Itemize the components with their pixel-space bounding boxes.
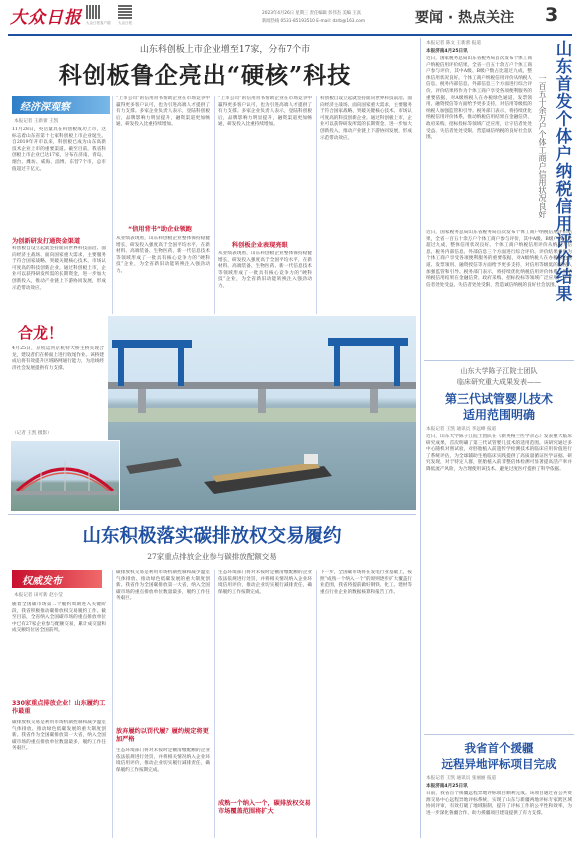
section-title: 要闻 · 热点关注	[415, 10, 515, 26]
article-body: 从业绩表现看，山东科创板企业整体保持稳健增长，研发投入强度高于全国平均水平，在新材料、高端装备、生物医药、新一代信息技术等领域形成了一批具有核心竞争力的“硬科技”企业，为全省新旧动能转换注入强劲动力。	[218, 251, 312, 289]
article-body: “上市公司”的信用背书帮助企业在市场竞争中赢得更多客户认可，也为引进高端人才提供了有力支撑。多家企业负责人表示，登陆科创板后，品牌影响力明显提升，融资渠道更加畅通，研发投入比重持续增加。	[116, 96, 210, 128]
article-kicker: 山东科创板上市企业增至17家，分布7个市	[139, 45, 311, 55]
article-body: 日前，我省首个援疆远程异地评标项目顺利完成。该项目通过省公共资源交易中心远程异地评标系统，实现了山东与新疆两地评标专家跨区域协同评审，有效打破了地域限制，提升了评标工作的公平性和效率，为进一步深化鲁疆合作、助力援疆项目建设提供了有力支撑。	[426, 791, 572, 816]
article-subhead: 科创板企业表现亮眼	[232, 242, 288, 249]
article-lead: 随着全国碳市场第二个履约周期进入关键阶段，我省积极推动碳排放权交易履约工作。截至目前，全省纳入全国碳市场的重点排放单位中已有27家企业参与配额交易，累计成交量和成交额均位居全国前列。	[12, 602, 106, 634]
article-body: 科创板自设立起就坚持面向世界科技前沿、面向经济主战场、面向国家重大需求，主要服务于符合国家战略、突破关键核心技术、市场认可度高的科技创新企业。通过科创板上市，企业可以获得研发所需的长期资金，进一步加大创新投入，推动产业链上下游协同发展，形成示范带动效应。	[12, 246, 106, 291]
logo-tag: 大众日报客户端	[86, 21, 111, 25]
article-headline: 山东积极落实碳排放权交易履约	[82, 526, 342, 547]
column-tag: 权威发布	[22, 576, 62, 587]
article-body: 科创板自设立起就坚持面向世界科技前沿、面向经济主战场、面向国家重大需求，主要服务于符合国家战略、突破关键核心技术、市场认可度高的科技创新企业。通过科创板上市，企业可以获得研发所需的长期资金，进一步加大创新投入，推动产业链上下游协同发展，形成示范带动效应。	[320, 96, 412, 141]
section-divider	[424, 360, 574, 361]
masthead-rule	[8, 34, 572, 36]
article-subhead: 成熟一个纳入一个，碳排放权交易市场覆盖范围将扩大	[218, 800, 311, 815]
article-byline: 本报记者 王凯 通讯员 李远峰 报道	[426, 427, 497, 432]
article-kicker: 山东大学陈子江院士团队	[460, 367, 538, 375]
qr-code-icon	[118, 5, 132, 19]
page-number: 3	[545, 4, 559, 26]
column-divider	[112, 570, 113, 838]
bridge-illustration	[108, 316, 416, 510]
qr-code-icon	[86, 5, 100, 19]
article-headline: 第三代试管婴儿技术	[444, 392, 553, 406]
article-kicker: 临床研究重大成果发表——	[457, 378, 541, 386]
column-divider	[316, 96, 317, 314]
article-body: “上市公司”的信用背书帮助企业在市场竞争中赢得更多客户认可，也为引进高端人才提供了有力支撑。多家企业负责人表示，登陆科创板后，品牌影响力明显提升，融资渠道更加畅通，研发投入比重持续增加。	[218, 96, 312, 128]
contact-line: 新闻热线 0531-85193510 E-mail: dzrb@163.com	[262, 19, 366, 24]
rail-divider	[420, 38, 421, 838]
article-headline: 科创板鲁企亮出“硬核”科技	[58, 62, 352, 89]
article-body: 近日，山东大学陈子江院士团队在《新英格兰医学杂志》发表重大临床研究成果，首次明确了第三代试管婴儿技术的适用范围。该研究通过多中心随机对照试验，对胚胎植入前遗传学检测技术的临床应用价值进行了系统评估，为全球辅助生殖临床实践提供了高质量循证医学证据。研究发现，对于特定人群，胚胎植入前非整倍体检测可显著提高活产率并降低流产风险，为合理使用该技术、避免过度医疗提供了科学依据。	[426, 434, 572, 472]
section-divider	[8, 514, 416, 515]
article-dateline: 本报济南4月25日讯	[426, 784, 468, 789]
photo-credit: （记者 王凯 摄影）	[12, 431, 52, 436]
masthead	[0, 0, 580, 36]
article-body: 碳排放权交易是利用市场机制控制和减少温室气体排放、推动绿色低碳发展的重大制度创新。我省作为全国碳排放第一大省，纳入全国碳市场的重点排放单位数量最多，履约工作任务艰巨。	[12, 720, 106, 752]
article-body: 近日，国家税务总局山东省税务局首次发布个体工商户纳税信用评价结果，全省一百五十余万户个体工商户参与评价，其中A级、B级户数占比超过九成，整体信用状况良好。个体工商户纳税信用评价从纳税人信息、税务内部信息、外部信息三个方面进行综合评价。评价结果将作为个体工商户享受各项便利服务的重要依据，对A级纳税人在办税绿色通道、发票领用、融资授信等方面给予更多支持，对信用等级低的纳税人加强监管和引导。税务部门表示，将持续优化纳税信用评价体系，推动纳税信用结果在金融信贷、政府采购、招标投标等领域广泛应用，让守信者处处受益、失信者处处受限，营造诚信纳税的良好社会氛围。	[426, 230, 572, 288]
article-dateline: 本报济南4月25日讯	[426, 49, 468, 54]
article-headline: 我省首个援疆	[464, 741, 534, 755]
column-tag-banner	[12, 570, 102, 588]
article-body: 碳排放权交易是利用市场机制控制和减少温室气体排放、推动绿色低碳发展的重大制度创新。我省作为全国碳排放第一大省，纳入全国碳市场的重点排放单位数量最多，履约工作任务艰巨。	[116, 570, 210, 602]
article-subhead: “信用背书”助企业领跑	[128, 226, 192, 233]
newspaper-logo: 大众日报	[10, 8, 82, 28]
photo-caption: 4月25日，京杭运河京杭特大桥主桥实现合龙，建设者们在桥面上进行收尾作业。该桥建成后将有效提升区域路网通行能力，为沿线经济社会发展提供有力支撑。	[12, 346, 104, 371]
article-byline: 本报记者 王凯 通讯员 张丽丽 报道	[426, 776, 497, 781]
article-headline: 远程异地评标项目完成	[441, 757, 557, 771]
article-body: 从业绩表现看，山东科创板企业整体保持稳健增长，研发投入强度高于全国平均水平，在新材料、高端装备、生物医药、新一代信息技术等领域形成了一批具有核心竞争力的“硬科技”企业，为全省新旧动能转换注入强劲动力。	[116, 236, 210, 274]
article-subhead: 330家重点排放企业！山东履约工作最重	[12, 700, 106, 715]
article-body: 下一步，全国碳市场将在发电行业基础上，按照“成熟一个纳入一个”的原则逐步扩大覆盖行业范围，我省将提前做好钢铁、化工、建材等重点行业企业的数据核算和报告工作。	[320, 570, 412, 595]
article-subhead: 为创新研发打通资金渠道	[12, 238, 81, 245]
date-line: 2023年4月26日 星期三 责任编辑 彭伟杰 美编 王真	[262, 11, 362, 16]
article-byline: 本报记者 陈文 王新蕾 报道	[426, 41, 481, 46]
section-divider	[424, 734, 574, 735]
photo-title: 合龙！	[18, 324, 64, 342]
column-divider	[214, 570, 215, 838]
column-divider	[214, 96, 215, 314]
article-headline-vertical: 山东首发个体户纳税信用评价结果	[553, 40, 572, 303]
column-divider	[112, 96, 113, 314]
article-kicker-vertical: 一百五十余万户个体工商户信用状况良好	[538, 74, 547, 218]
column-tag: 经济深观察	[20, 102, 70, 113]
column-tag-banner	[12, 96, 110, 114]
article-headline: 适用范围明确	[462, 408, 535, 422]
article-byline: 本报记者 王新蕾 王凯	[14, 119, 59, 124]
bridge-photo-main	[108, 316, 416, 510]
article-body: 生态环境部门将对未按时足额清缴配额的企业依法依规进行处罚，并将相关情况纳入企业环境信用评价，推动企业切实履行减排责任，确保履约工作按期完成。	[116, 748, 210, 773]
bridge-arch-illustration	[11, 441, 119, 511]
article-kicker: 27家重点排放企业参与碳排放配额交易	[147, 552, 277, 561]
article-body: 近日，国家税务总局山东省税务局首次发布个体工商户纳税信用评价结果，全省一百五十余万户个体工商户参与评价，其中A级、B级户数占比超过九成，整体信用状况良好。个体工商户纳税信用评价从纳税人信息、税务内部信息、外部信息三个方面进行综合评价。评价结果将作为个体工商户享受各项便利服务的重要依据，对A级纳税人在办税绿色通道、发票领用、融资授信等方面给予更多支持，对信用等级低的纳税人加强监管和引导。税务部门表示，将持续优化纳税信用评价体系，推动纳税信用结果在金融信贷、政府采购、招标投标等领域广泛应用，让守信者处处受益、失信者处处受限，营造诚信纳税的良好社会氛围。	[426, 56, 532, 141]
logo-tag-2: 大众日报	[118, 21, 132, 25]
article-subhead: 放弃履约以罚代履？履约规定将更加严格	[116, 728, 209, 743]
column-divider	[316, 570, 317, 838]
article-body: 生态环境部门将对未按时足额清缴配额的企业依法依规进行处罚，并将相关情况纳入企业环境信用评价，推动企业切实履行减排责任，确保履约工作按期完成。	[218, 570, 312, 595]
article-lead: 11月28日，英岳量具在科创板成功上市，这标志着山东省第十七家科创板上市企业诞生。自2019年开市以来，科创板已成为山东高新技术企业上市的重要渠道。截至目前，我省科创板上市企业已达17家，分布在济南、青岛、烟台、潍坊、威海、淄博、东营7个市，总市值超过千亿元。	[12, 127, 106, 172]
article-byline: 本报记者 田可新 赵小莹	[14, 593, 63, 598]
bridge-photo-inset	[10, 440, 120, 512]
